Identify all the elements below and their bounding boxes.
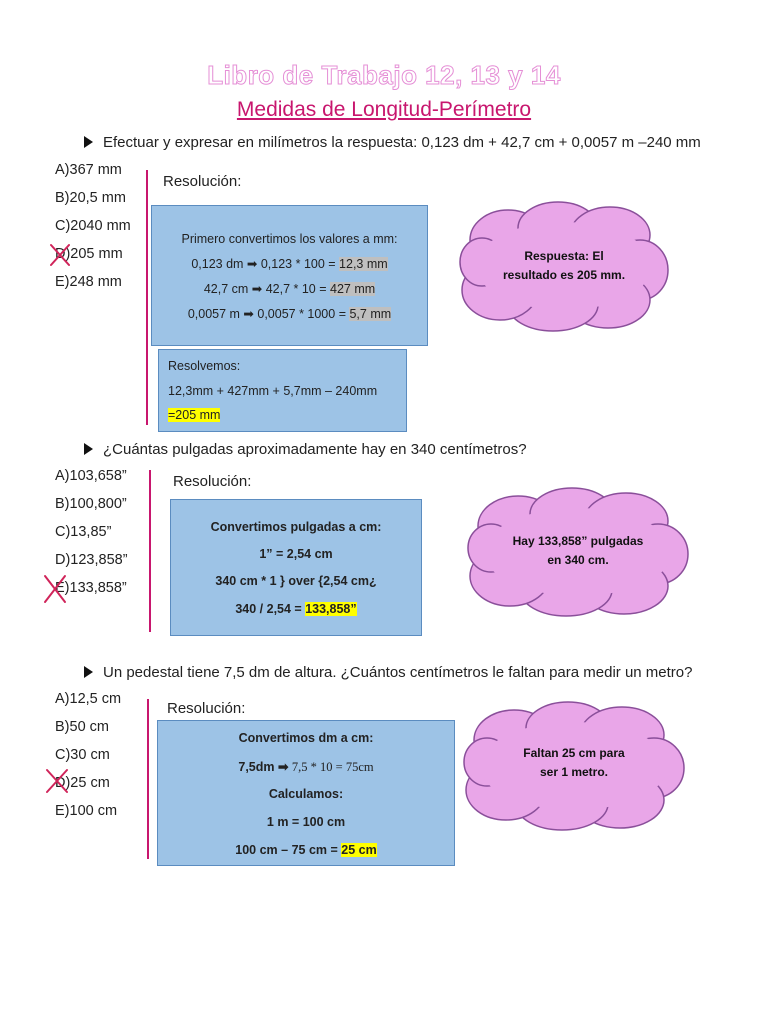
page-title: Libro de Trabajo 12, 13 y 14 [207, 60, 561, 90]
q3-cloud-text: Faltan 25 cm para ser 1 metro. [523, 746, 625, 779]
q3-box-heading: Convertimos dm a cm: [238, 731, 374, 745]
q3-box-line-4: 100 cm – 75 cm = 25 cm [235, 843, 377, 857]
q1-box-line-2: 42,7 cm ➡ 42,7 * 10 = 427 mm [203, 282, 376, 296]
q1-resolution-label: Resolución: [163, 173, 242, 190]
question-1-text: Efectuar y expresar en milímetros la respuesta: 0,123 dm + 42,7 cm + 0,0057 m –240 mm [103, 134, 701, 151]
q3-box-line-1: 7,5dm ➡ 7,5 * 10 = 75cm [238, 760, 374, 774]
cross-mark-icon [48, 242, 72, 268]
q3-box-line-3: 1 m = 100 cm [266, 815, 346, 829]
q2-resolution-label: Resolución: [173, 473, 252, 490]
question-2-text: ¿Cuántas pulgadas aproximadamente hay en 340 centímetros? [103, 441, 527, 458]
question-2 [84, 441, 527, 458]
q1-box-line-1: 0,123 dm ➡ 0,123 * 100 = 12,3 mm [191, 257, 388, 271]
q1-option-d: D)205 mm [55, 246, 123, 262]
q1-box-line-3: 0,0057 m ➡ 0,0057 * 1000 = 5,7 mm [187, 307, 392, 321]
q2-cloud-text: Hay 133,858” pulgadas en 340 cm. [512, 534, 644, 567]
q2-option-c: C)13,85” [55, 524, 112, 540]
q1-resolve-result: =205 mm [168, 408, 221, 422]
q3-option-b: B)50 cm [55, 719, 109, 735]
q1-option-a: A)367 mm [55, 162, 122, 178]
arrow-bullet-icon [84, 136, 93, 148]
cross-mark-icon [44, 767, 70, 795]
arrow-bullet-icon [84, 666, 93, 678]
q2-option-d: D)123,858” [55, 552, 128, 568]
q1-conversion-box [151, 205, 428, 346]
q2-box-line-1: 1” = 2,54 cm [259, 547, 333, 561]
q3-divider [147, 699, 149, 859]
q1-cloud-text: Respuesta: El resultado es 205 mm. [502, 249, 626, 282]
q2-box-line-3: 340 / 2,54 = 133,858” [235, 602, 357, 616]
q2-conversion-box [170, 499, 422, 636]
q1-resolution-box [158, 349, 407, 432]
arrow-bullet-icon [84, 443, 93, 455]
q3-option-a: A)12,5 cm [55, 691, 122, 707]
question-3-text: Un pedestal tiene 7,5 dm de altura. ¿Cuántos centímetros le faltan para medir un metro? [103, 664, 693, 681]
q2-option-e: E)133,858” [55, 580, 127, 596]
question-3 [84, 664, 692, 681]
q2-box-heading: Convertimos pulgadas a cm: [210, 520, 382, 534]
q3-resolution-label: Resolución: [167, 700, 246, 717]
q2-divider [149, 470, 151, 632]
q1-option-c: C)2040 mm [55, 218, 131, 234]
q3-conversion-box [157, 720, 455, 866]
q1-option-e: E)248 mm [55, 274, 122, 290]
q2-box-line-2: 340 cm * 1 } over {2,54 cm¿ [215, 574, 377, 588]
q2-option-a: A)103,658” [55, 468, 127, 484]
q1-divider [146, 170, 148, 425]
page-subtitle: Medidas de Longitud-Perímetro [236, 98, 532, 121]
q3-option-d: D)25 cm [55, 775, 110, 791]
cross-mark-icon [42, 573, 68, 605]
q1-resolve-heading: Resolvemos: [168, 359, 241, 373]
q2-option-b: B)100,800” [55, 496, 127, 512]
q1-resolve-line: 12,3mm + 427mm + 5,7mm – 240mm [168, 384, 378, 398]
q3-box-line-2: Calculamos: [268, 787, 344, 801]
question-1 [84, 134, 701, 151]
q3-option-e: E)100 cm [55, 803, 118, 819]
q1-box-heading: Primero convertimos los valores a mm: [181, 232, 398, 246]
q1-option-b: B)20,5 mm [55, 190, 126, 206]
q3-option-c: C)30 cm [55, 747, 110, 763]
